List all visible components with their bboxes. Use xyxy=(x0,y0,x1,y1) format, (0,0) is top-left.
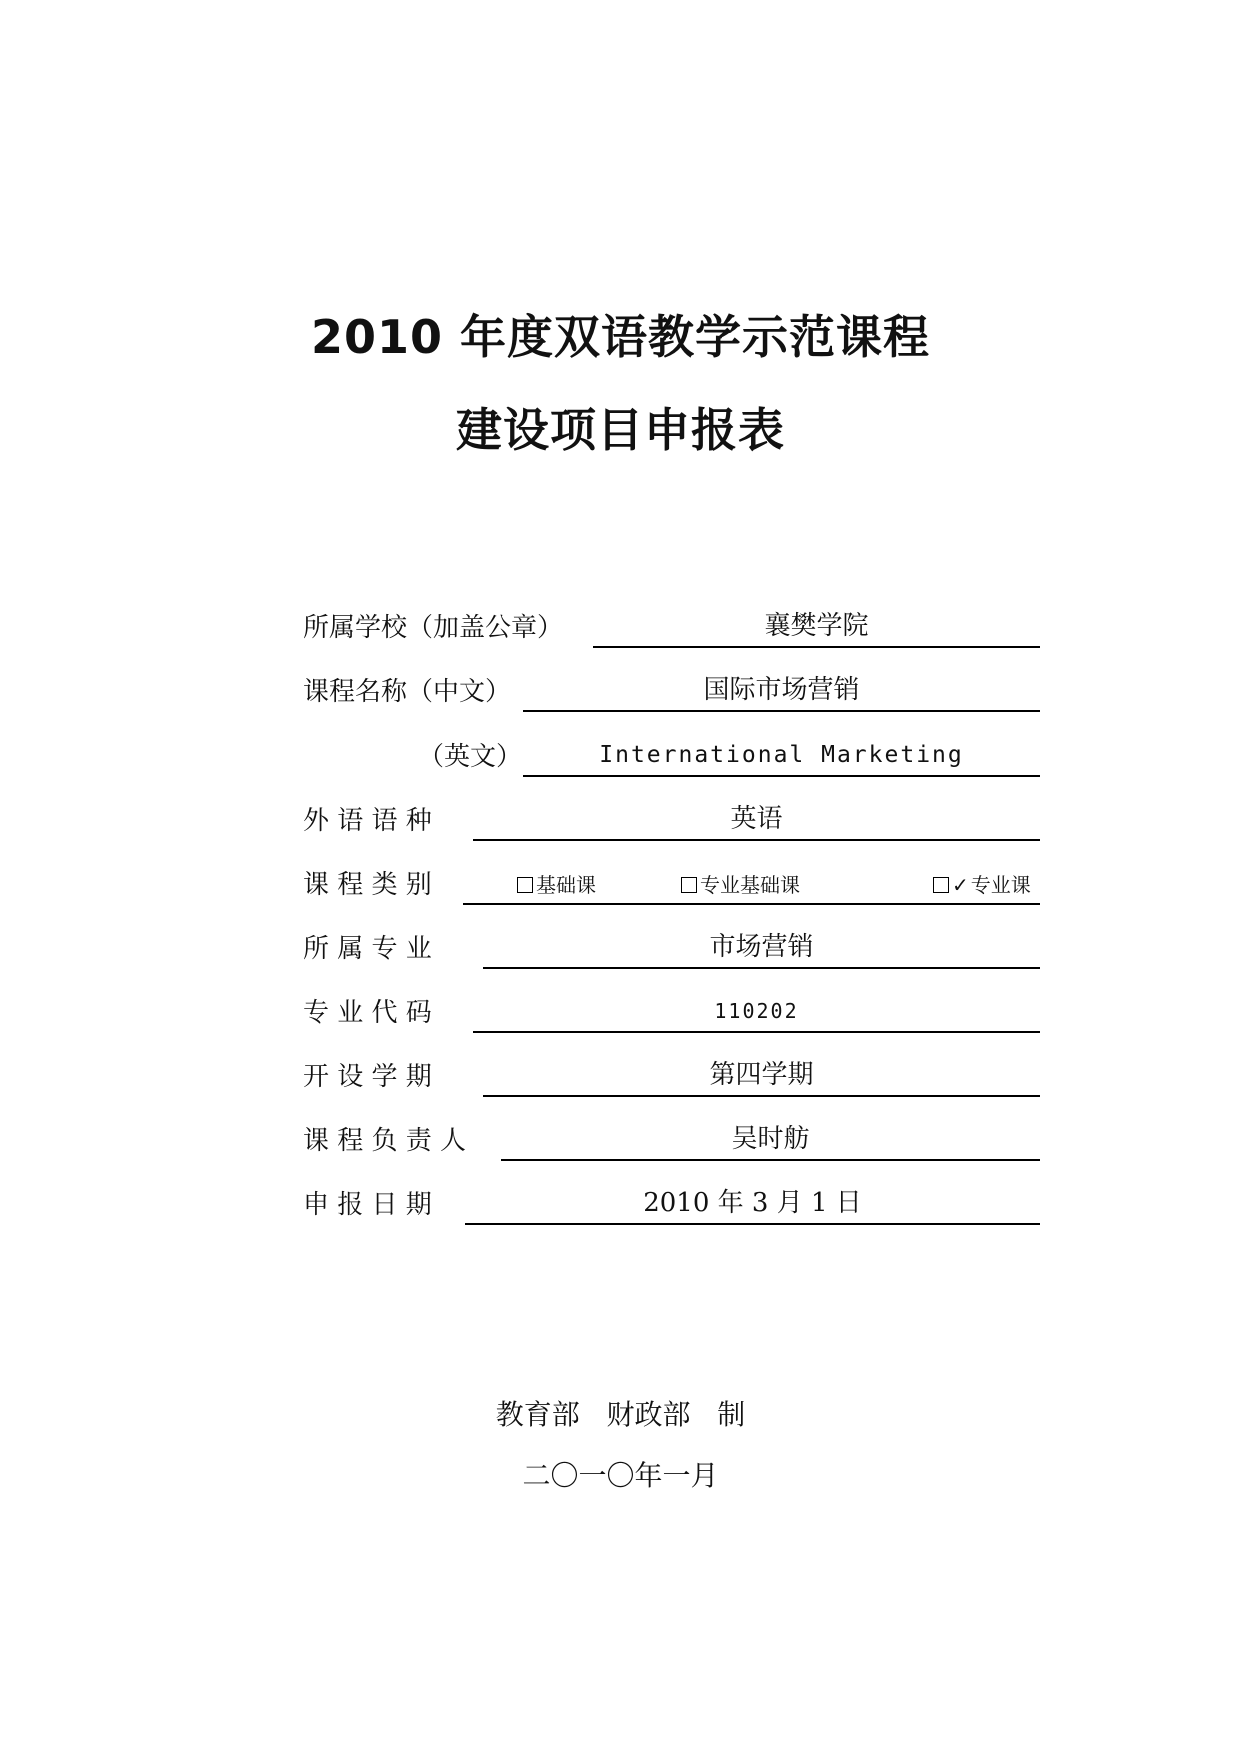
course-cn-value: 国际市场营销 xyxy=(703,675,860,705)
course-en-label: （英文） xyxy=(418,742,523,772)
row-date xyxy=(303,1181,1040,1225)
school-label: 所属学校（加盖公章） xyxy=(303,613,564,643)
title-line-1: 2010 年度双语教学示范课程 xyxy=(310,310,931,364)
major-code-field[interactable] xyxy=(473,991,1040,1033)
leader-value: 吴时舫 xyxy=(731,1124,810,1154)
category-field xyxy=(463,863,1040,905)
row-language xyxy=(303,797,1040,841)
category-option-basic[interactable]: 基础课 xyxy=(517,871,596,899)
row-leader xyxy=(303,1117,1040,1161)
footer-issuer: 教育部 财政部 制 xyxy=(495,1398,746,1431)
category-option-major-basic[interactable]: 专业基础课 xyxy=(681,871,800,899)
course-cn-field[interactable] xyxy=(523,670,1040,712)
row-school xyxy=(303,604,1040,648)
row-major-code xyxy=(303,989,1040,1033)
row-course-cn xyxy=(303,668,1040,712)
checkbox-empty-icon[interactable] xyxy=(517,877,533,893)
leader-field[interactable] xyxy=(501,1119,1040,1161)
row-course-en xyxy=(303,733,1040,777)
school-value: 襄樊学院 xyxy=(764,611,869,641)
row-major xyxy=(303,925,1040,969)
semester-label: 开 设 学 期 xyxy=(303,1062,432,1092)
language-label: 外 语 语 种 xyxy=(303,806,432,836)
school-field[interactable] xyxy=(593,606,1040,648)
semester-value: 第四学期 xyxy=(709,1060,814,1090)
major-code-label: 专 业 代 码 xyxy=(303,998,432,1028)
language-value: 英语 xyxy=(730,804,783,834)
course-en-value: International Marketing xyxy=(599,742,964,768)
category-option-major[interactable]: ✓ 专业课 xyxy=(933,871,1031,899)
date-label: 申 报 日 期 xyxy=(303,1190,432,1220)
major-field[interactable] xyxy=(483,927,1040,969)
semester-field[interactable] xyxy=(483,1055,1040,1097)
row-category xyxy=(303,861,1040,905)
checkbox-icon[interactable] xyxy=(933,877,949,893)
course-cn-label: 课程名称（中文） xyxy=(303,677,512,707)
course-en-field[interactable] xyxy=(523,735,1040,777)
title-line-2: 建设项目申报表 xyxy=(456,403,785,457)
leader-label: 课 程 负 责 人 xyxy=(303,1126,467,1156)
checkmark-icon: ✓ xyxy=(952,873,969,897)
major-code-value: 110202 xyxy=(714,999,799,1023)
major-value: 市场营销 xyxy=(709,932,814,962)
date-value: 2010 年 3 月 1 日 xyxy=(643,1188,862,1218)
footer-date: 二〇一〇年一月 xyxy=(522,1459,719,1492)
row-semester xyxy=(303,1053,1040,1097)
major-label: 所 属 专 业 xyxy=(303,934,432,964)
category-label: 课 程 类 别 xyxy=(303,870,432,900)
language-field[interactable] xyxy=(473,799,1040,841)
date-field[interactable] xyxy=(465,1183,1040,1225)
checkbox-empty-icon[interactable] xyxy=(681,877,697,893)
